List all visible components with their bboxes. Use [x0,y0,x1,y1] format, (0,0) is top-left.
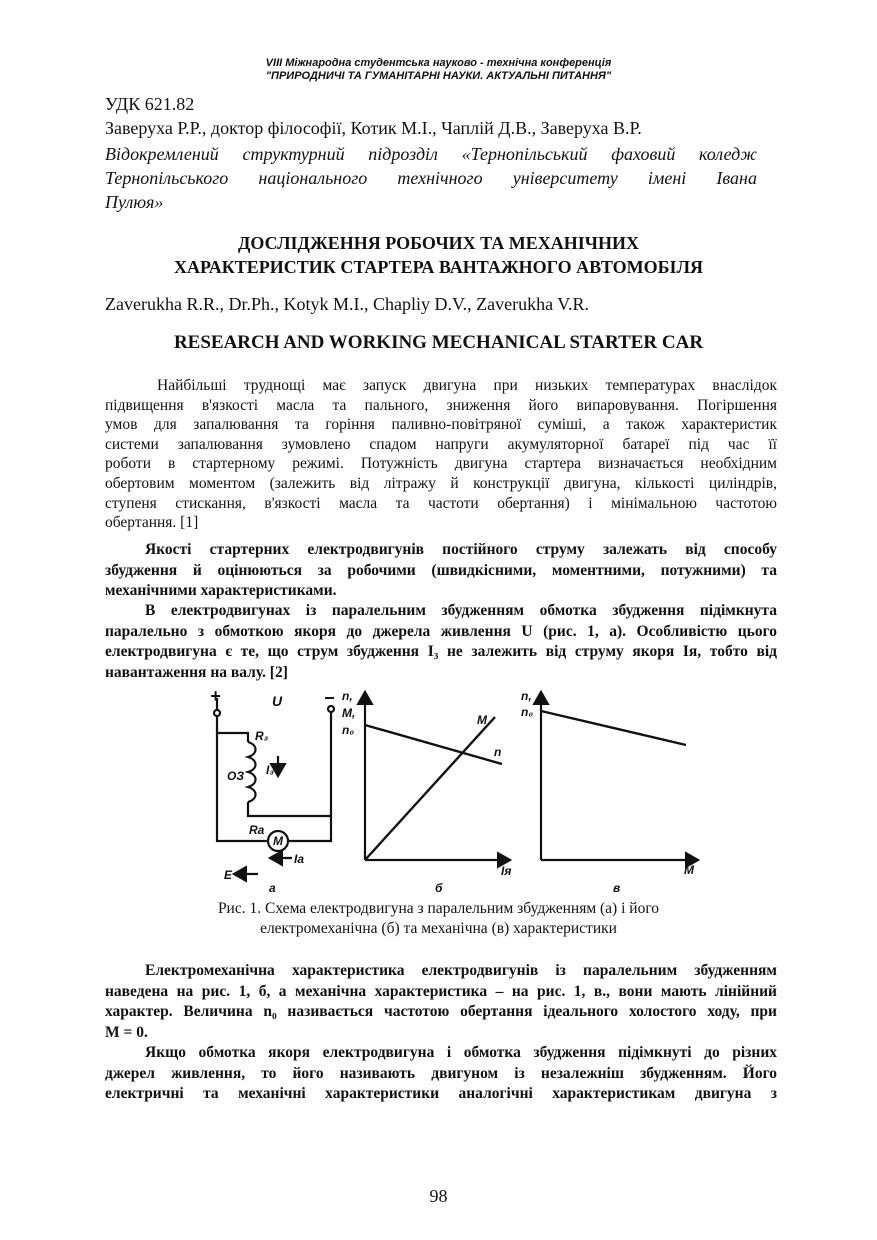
paragraph-parallel-excitation [105,601,777,683]
paragraph-line: навантаження на валу. [2] [105,663,288,681]
plot-electromechanical [365,692,510,860]
paragraph-line: Електромеханічна характеристика електродвигунів із паралельним збудженням [145,962,777,979]
field-resistance-label: R₃ [255,729,269,743]
affiliation-line: Відокремлений структурний підрозділ «Тернопільський фаховий коледж [105,144,757,164]
caption-line: електромеханічна (б) та механічна (в) характеристики [260,920,617,937]
paragraph-line: характер. Величина n₀ називається частотою обертання ідеального холостого ходу, при [105,1003,777,1020]
conference-header-line-2: "ПРИРОДНИЧІ ТА ГУМАНІТАРНІ НАУКИ. АКТУАЛЬНІ ПИТАННЯ" [265,70,612,82]
voltage-label: U [272,693,283,709]
paragraph-line: Якщо обмотка якоря електродвигуна і обмотка збудження підімкнуті до різних [145,1044,777,1061]
minus-terminal: − [324,688,335,708]
field-winding-label: ОЗ [227,769,245,783]
paragraph-line: обертовим моментом (залежить від літражу й конструкції двигуна, кількості циліндрів, [105,474,777,492]
plot-c-x-label: M [684,863,694,877]
subfigure-a-label: а [269,881,276,895]
paragraph-line: обертання. [1] [105,514,199,532]
paragraph-line: Якості стартерних електродвигунів постійного струму залежать від способу [145,541,777,558]
paragraph-independent-excitation [105,1043,777,1105]
plot-c-speed-line [541,711,686,745]
paragraph-line: В електродвигунах із паралельним збудженням обмотка збудження підімкнута [145,602,777,619]
plot-c-y-label: n, [521,689,532,703]
plot-b-n0-label: n₀ [342,723,355,737]
udk-code: УДК 621.82 [105,94,195,114]
armature-current-label: Iа [294,852,305,866]
authors-ua: Заверуха Р.Р., доктор філософії, Котик М.І., Чаплій Д.В., Заверуха В.Р. [105,118,642,138]
plot-c-n0-label: n₀ [521,705,534,719]
subfigure-b-label: б [435,881,443,895]
paragraph-line: наведена на рис. 1, б, а механічна характеристика – на рис. 1, в., вони мають лінійний [105,982,777,1000]
page-number: 98 [429,1186,448,1206]
paragraph-line: електричні та механічні характеристики аналогічні характеристикам двигуна з [105,1085,777,1102]
plus-terminal: + [210,688,221,706]
plot-mechanical [541,692,698,860]
field-winding-coil [248,742,256,802]
paragraph-line: підвищення в'язкості масла та пального, зниження його випаровування. Погіршення [105,396,777,414]
paragraph-line: системи запалювання зумовлено спадом напруги акумуляторної батареї під час її [105,435,777,453]
paragraph-line: Найбільші труднощі має запуск двигуна при низьких температурах внаслідок [157,377,777,394]
armature-resistance-label: Rа [249,823,265,837]
figure-1 [200,688,720,900]
title-en: RESEARCH AND WORKING MECHANICAL STARTER CAR [173,332,704,353]
title-ua-line: ХАРАКТЕРИСТИК СТАРТЕРА ВАНТАЖНОГО АВТОМОБІЛЯ [174,257,703,277]
paragraph-line: паралельно з обмоткою якоря до джерела живлення U (рис. 1, а). Особливістю цього [105,622,777,640]
paragraph-line: механічними характеристиками. [105,582,337,599]
paragraph-line: M = 0. [105,1023,148,1041]
plot-b-x-label: Iя [501,864,512,878]
affiliation-line: Тернопільського національного технічного університету імені Івана [105,168,757,188]
paragraph-characteristics [105,961,777,1043]
figure-1-caption [0,899,877,939]
paragraph-intro [105,376,777,533]
plot-b-line-m-label: M [477,713,487,727]
paragraph-line: умов для запалювання та горіння паливно-повітряної суміші, а також характеристик [105,416,777,434]
plot-b-y-label-m: M, [342,706,356,720]
paragraph-line: збудження й оцінюються за робочими (швидкісними, моментними, потужними) та [105,561,777,579]
plot-b-torque-line [365,717,495,860]
conference-header-line-1: VIII Міжнародна студентська науково - технічна конференція [265,57,612,69]
paragraph-line: роботи в стартерному режимі. Потужність двигуна стартера визначається необхідним [105,455,777,473]
paragraph-starter-qualities [105,540,777,602]
affiliation [105,142,757,214]
subfigure-c-label: в [613,881,621,895]
paragraph-line: джерел живлення, то його називають двигуном із незалежніш збудженням. Його [105,1064,777,1082]
emf-label: E [224,868,233,882]
title-ua [0,231,877,279]
motor-label: M [273,834,283,848]
field-current-label: I₃ [266,763,274,777]
figure-1-svg [200,688,720,900]
paragraph-line: ступеня стискання, в'язкості масла та частоти обертання) і мінімальною частотою [105,494,777,512]
title-ua-line: ДОСЛІДЖЕННЯ РОБОЧИХ ТА МЕХАНІЧНИХ [237,233,639,253]
affiliation-line: Пулюя» [105,192,164,212]
caption-line: Рис. 1. Схема електродвигуна з паралельним збудженням (а) і його [217,900,660,917]
plot-b-y-label-n: n, [342,689,353,703]
plot-b-line-n-label: n [494,745,502,759]
authors-en: Zaverukha R.R., Dr.Ph., Kotyk M.I., Chapliy D.V., Zaverukha V.R. [105,294,589,314]
paragraph-line: електродвигуна є те, що струм збудження I₃ не залежить від струму якоря Iя, тобто від [105,643,777,660]
